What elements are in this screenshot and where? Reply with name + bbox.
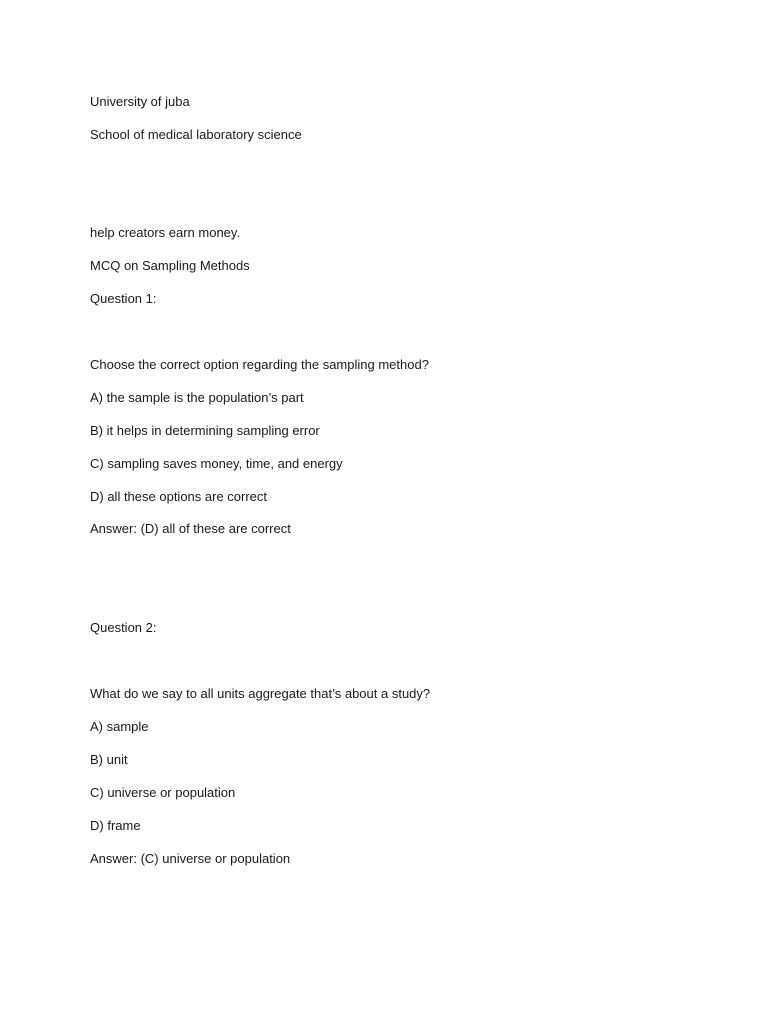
question-1-label: Question 1: (90, 291, 157, 306)
question-1-option-a: A) the sample is the population’s part (90, 390, 304, 405)
institution-name: University of juba (90, 94, 190, 109)
question-1-option-d: D) all these options are correct (90, 489, 268, 504)
question-2-prompt: What do we say to all units aggregate that’s about a study? (90, 686, 431, 701)
document-title: MCQ on Sampling Methods (90, 258, 250, 273)
school-name: School of medical laboratory science (90, 127, 302, 142)
question-1-answer: Answer: (D) all of these are correct (90, 521, 291, 536)
question-1-option-c: C) sampling saves money, time, and energy (90, 456, 343, 471)
question-1-prompt: Choose the correct option regarding the sampling method? (90, 357, 429, 372)
question-2-option-a: A) sample (90, 719, 149, 734)
intro-note: help creators earn money. (90, 225, 241, 240)
question-2-label: Question 2: (90, 620, 157, 635)
question-2-answer: Answer: (C) universe or population (90, 851, 291, 866)
question-2-option-c: C) universe or population (90, 785, 236, 800)
question-2-option-d: D) frame (90, 818, 141, 833)
question-2-option-b: B) unit (90, 752, 128, 767)
question-1-option-b: B) it helps in determining sampling error (90, 423, 320, 438)
